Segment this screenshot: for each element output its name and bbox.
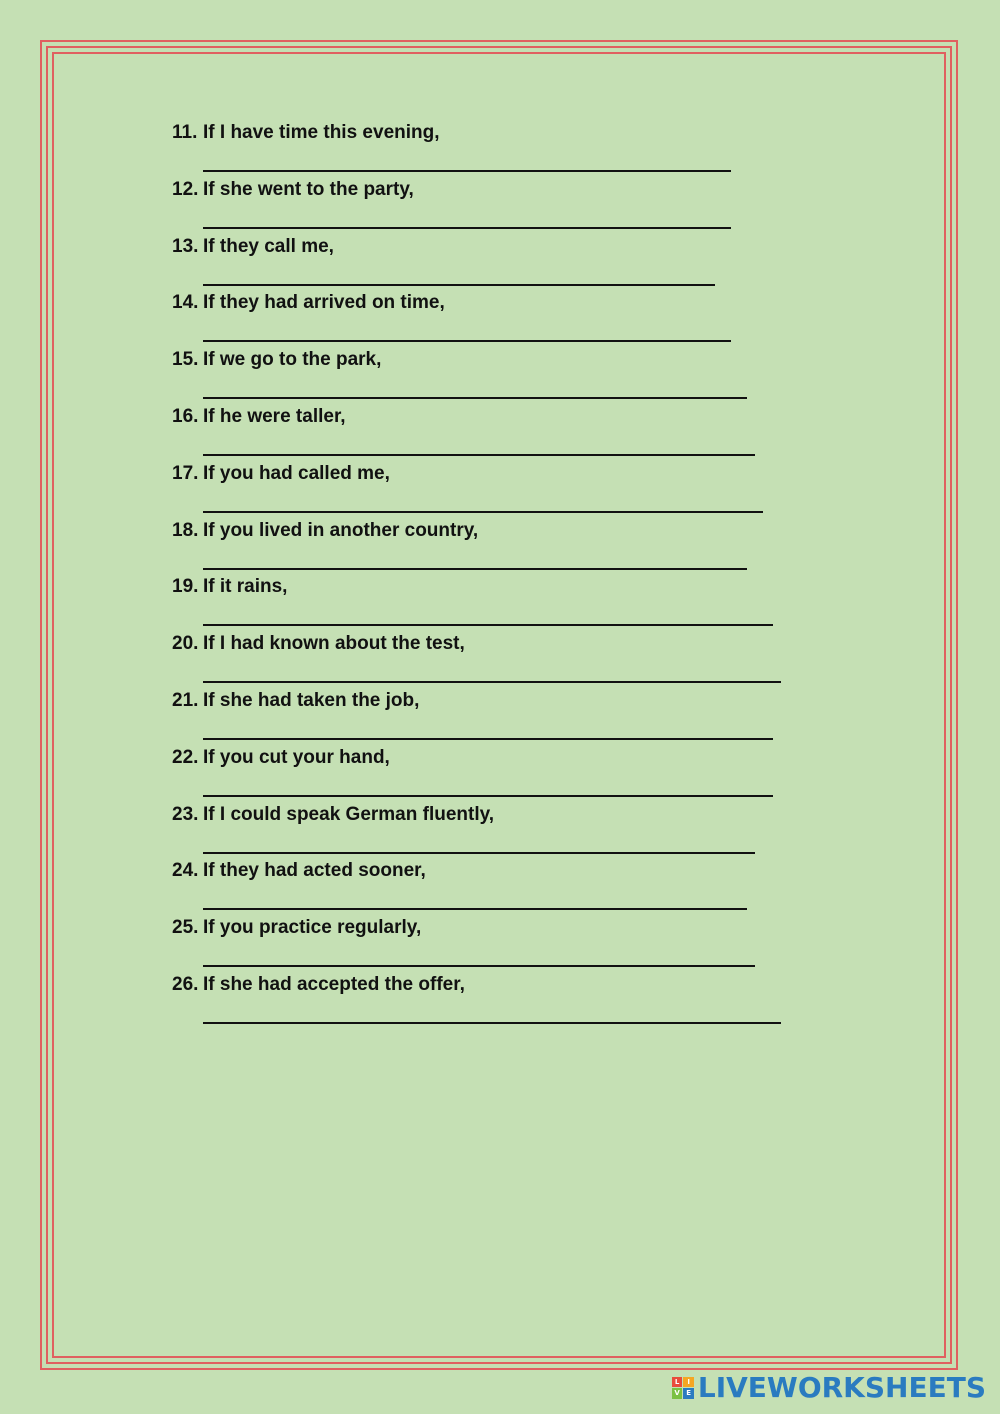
item-prompt: If they had acted sooner, — [203, 860, 426, 882]
item-number: 20. — [172, 633, 199, 655]
item-number: 14. — [172, 292, 199, 314]
answer-blank-line[interactable] — [203, 397, 747, 399]
answer-blank-line[interactable] — [203, 340, 731, 342]
item-number: 22. — [172, 746, 199, 768]
exercise-prompt-line — [172, 686, 792, 716]
logo-text: LIVEWORKSHEETS — [697, 1371, 986, 1404]
item-number: 16. — [172, 405, 199, 427]
answer-blank-line[interactable] — [203, 795, 773, 797]
exercise-item — [172, 572, 792, 629]
exercise-item — [172, 913, 792, 970]
exercise-prompt-line — [172, 856, 792, 886]
item-number: 11. — [172, 122, 198, 143]
exercise-item — [172, 970, 792, 1027]
exercise-prompt-line — [172, 175, 792, 205]
item-prompt: If it rains, — [203, 576, 288, 598]
exercise-prompt-line — [172, 459, 792, 489]
liveworksheets-logo-icon: L I V E — [672, 1377, 694, 1399]
item-prompt: If they call me, — [203, 235, 334, 257]
exercise-item — [172, 516, 792, 573]
answer-blank-line[interactable] — [203, 1022, 781, 1024]
item-prompt: If we go to the park, — [203, 349, 382, 371]
exercise-prompt-line — [172, 516, 792, 546]
item-prompt: If you practice regularly, — [203, 917, 422, 939]
item-number: 24. — [172, 860, 199, 882]
exercise-prompt-line — [172, 743, 792, 773]
answer-blank-line[interactable] — [203, 170, 731, 172]
exercise-item — [172, 459, 792, 516]
answer-blank-line[interactable] — [203, 511, 763, 513]
item-number: 12. — [172, 178, 199, 200]
item-number: 23. — [172, 803, 199, 825]
exercise-prompt-line — [172, 572, 792, 602]
item-prompt: If she had taken the job, — [203, 689, 420, 711]
item-prompt: If you lived in another country, — [203, 519, 479, 541]
answer-blank-line[interactable] — [203, 568, 747, 570]
liveworksheets-logo — [672, 1371, 986, 1404]
answer-blank-line[interactable] — [203, 965, 755, 967]
item-prompt: If she had accepted the offer, — [203, 973, 465, 995]
exercise-prompt-line — [172, 345, 792, 375]
answer-blank-line[interactable] — [203, 852, 755, 854]
exercise-item — [172, 800, 792, 857]
exercise-prompt-line — [172, 402, 792, 432]
exercise-list — [172, 118, 792, 1027]
exercise-item — [172, 118, 792, 175]
exercise-prompt-line — [172, 913, 792, 943]
exercise-prompt-line — [172, 800, 792, 830]
answer-blank-line[interactable] — [203, 908, 747, 910]
item-prompt: If I could speak German fluently, — [203, 803, 495, 825]
answer-blank-line[interactable] — [203, 284, 715, 286]
answer-blank-line[interactable] — [203, 624, 773, 626]
exercise-item — [172, 288, 792, 345]
item-prompt: If she went to the party, — [203, 178, 414, 200]
answer-blank-line[interactable] — [203, 681, 781, 683]
item-prompt: If I have time this evening, — [203, 122, 440, 143]
item-number: 26. — [172, 973, 199, 995]
answer-blank-line[interactable] — [203, 738, 773, 740]
item-number: 15. — [172, 349, 199, 371]
exercise-prompt-line — [172, 288, 792, 318]
exercise-item — [172, 345, 792, 402]
answer-blank-line[interactable] — [203, 454, 755, 456]
item-number: 13. — [172, 235, 199, 257]
item-number: 17. — [172, 462, 199, 484]
exercise-item — [172, 743, 792, 800]
exercise-prompt-line — [172, 629, 792, 659]
exercise-prompt-line — [172, 118, 792, 148]
item-prompt: If they had arrived on time, — [203, 292, 445, 314]
exercise-item — [172, 175, 792, 232]
item-number: 21. — [172, 689, 199, 711]
exercise-item — [172, 686, 792, 743]
item-number: 25. — [172, 917, 199, 939]
item-prompt: If you had called me, — [203, 462, 390, 484]
exercise-item — [172, 402, 792, 459]
exercise-prompt-line — [172, 970, 792, 1000]
exercise-item — [172, 856, 792, 913]
exercise-prompt-line — [172, 232, 792, 262]
item-prompt: If you cut your hand, — [203, 746, 390, 768]
item-prompt: If he were taller, — [203, 405, 346, 427]
exercise-item — [172, 629, 792, 686]
exercise-item — [172, 232, 792, 289]
item-number: 19. — [172, 576, 199, 598]
answer-blank-line[interactable] — [203, 227, 731, 229]
item-prompt: If I had known about the test, — [203, 633, 465, 655]
item-number: 18. — [172, 519, 199, 541]
